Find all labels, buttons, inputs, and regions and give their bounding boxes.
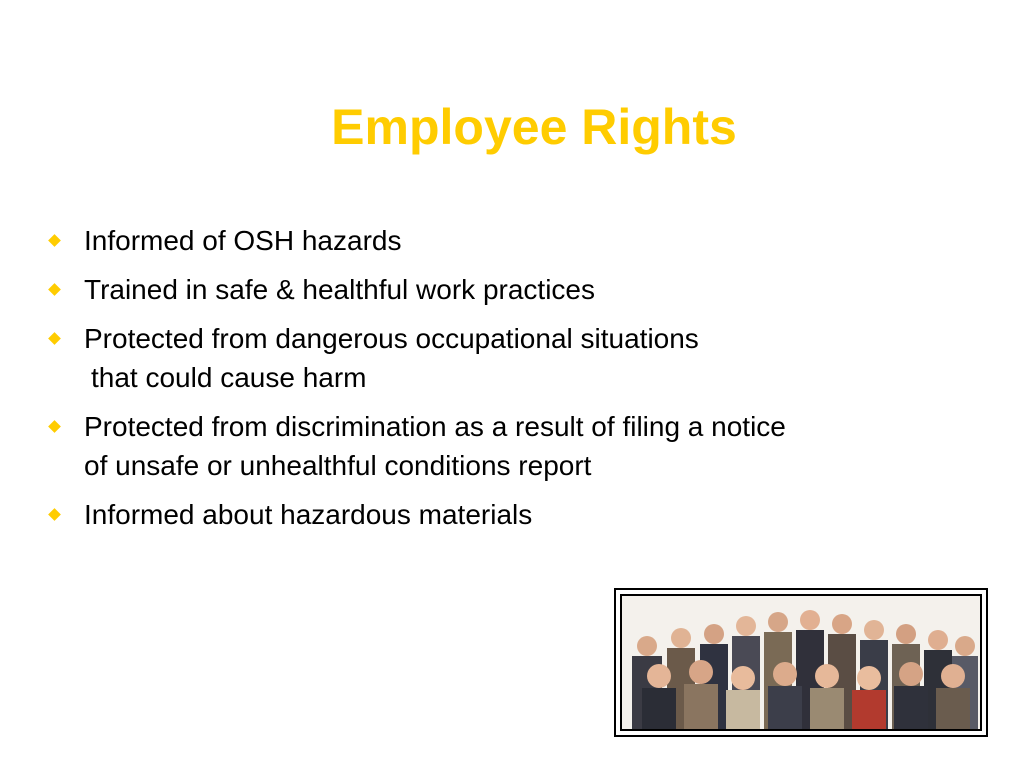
slide-title: Employee Rights [331,99,737,155]
diamond-bullet-icon [48,283,61,296]
photo-frame [614,588,988,737]
bullet-item [0,319,1000,358]
bullet-continuation [0,358,1000,397]
bullet-text: of unsafe or unhealthful conditions report [84,450,592,481]
bullet-text: Informed about hazardous materials [84,499,533,530]
bullet-text: Protected from discrimination as a result of filing a notice [84,411,786,442]
bullet-text: Informed of OSH hazards [84,225,402,256]
bullet-list [0,221,1000,544]
people-photo-icon [622,596,980,729]
bullet-item [0,221,1000,260]
bullet-text: Trained in safe & healthful work practices [84,274,595,305]
diamond-bullet-icon [48,332,61,345]
bullet-item [0,407,1000,485]
diamond-bullet-icon [48,508,61,521]
diamond-bullet-icon [48,234,61,247]
bullet-text: Protected from dangerous occupational situations [84,323,699,354]
bullet-text: that could cause harm [91,362,367,393]
bullet-item [0,270,1000,309]
bullet-item [0,495,1000,534]
diamond-bullet-icon [48,420,61,433]
group-of-people-photo [620,594,982,731]
